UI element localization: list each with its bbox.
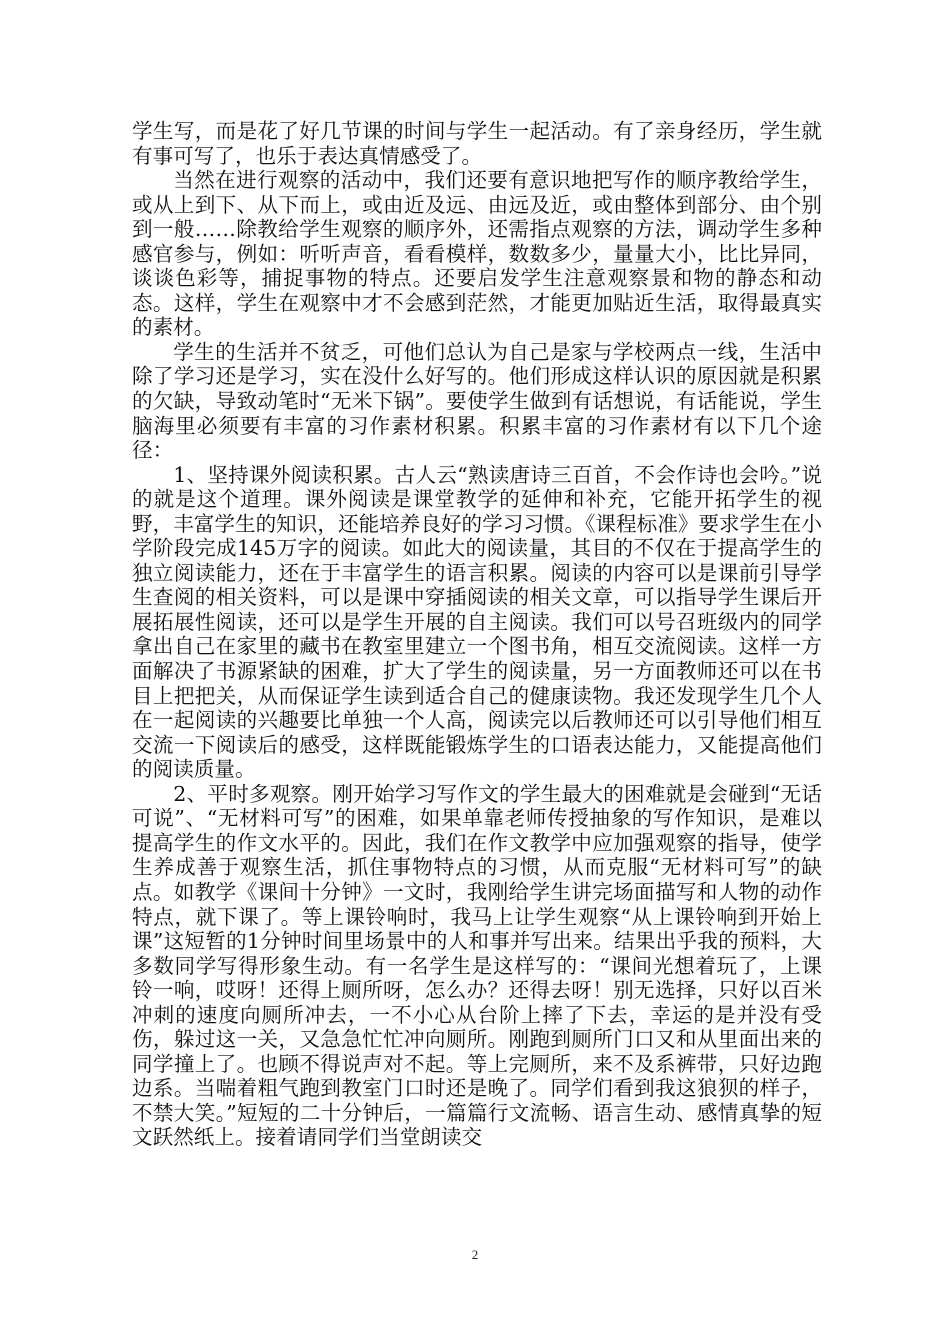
paragraph-material-accumulation: 学生的生活并不贫乏，可他们总认为自己是家与学校两点一线，生活中除了学习还是学习，实在没什么好写的。他们形成这样认识的原因就是积累的欠缺，导致动笔时“无米下锅”。要使学生做到有话想说，有话能说，学生脑海里必须要有丰富的习作素材积累。积累丰富的习作素材有以下几个途径： bbox=[132, 339, 822, 463]
paragraph-observation-order: 当然在进行观察的活动中，我们还要有意识地把写作的顺序教给学生，或从上到下、从下而上，或由近及远、由远及近，或由整体到部分、由个别到一般……除教给学生观察的顺序外，还需指点观察的方法，调动学生多种感官参与，例如：听听声音，看看模样，数数多少，量量大小，比比异同，谈谈色彩等，捕捉事物的特点。还要启发学生注意观察景和物的静态和动态。这样，学生在观察中才不会感到茫然，才能更加贴近生活，取得最真实的素材。 bbox=[132, 168, 822, 340]
paragraph-extracurricular-reading: 1、坚持课外阅读积累。古人云“熟读唐诗三百首，不会作诗也会吟。”说的就是这个道理。课外阅读是课堂教学的延伸和补充，它能开拓学生的视野，丰富学生的知识，还能培养良好的学习习惯。《课程标准》要求学生在小学阶段完成145万字的阅读。如此大的阅读量，其目的不仅在于提高学生的独立阅读能力，还在于丰富学生的语言积累。阅读的内容可以是课前引导学生查阅的相关资料，可以是课中穿插阅读的相关文章，可以指导学生课后开展拓展性阅读，还可以是学生开展的自主阅读。我们可以号召班级内的同学拿出自己在家里的藏书在教室里建立一个图书角，相互交流阅读。这样一方面解决了书源紧缺的困难，扩大了学生的阅读量，另一方面教师还可以在书目上把把关，从而保证学生读到适合自己的健康读物。我还发现学生几个人在一起阅读的兴趣要比单独一个人高，阅读完以后教师还可以引导他们相互交流一下阅读后的感受，这样既能锻炼学生的口语表达能力，又能提高他们的阅读质量。 bbox=[132, 462, 822, 782]
page-number: 2 bbox=[471, 1247, 479, 1262]
paragraph-daily-observation: 2、平时多观察。刚开始学习写作文的学生最大的困难就是会碰到“无话可说”、“无材料可写”的困难，如果单靠老师传授抽象的写作知识，是难以提高学生的作文水平的。因此，我们在作文教学中应加强观察的指导，使学生养成善于观察生活，抓住事物特点的习惯，从而克服“无材料可写”的缺点。如教学《课间十分钟》一文时，我刚给学生讲完场面描写和人物的动作特点，就下课了。等上课铃响时，我马上让学生观察“从上课铃响到开始上课”这短暂的1分钟时间里场景中的人和事并写出来。结果出乎我的预料，大多数同学写得形象生动。有一名学生是这样写的：“课间光想着玩了，上课铃一响，哎呀！还得上厕所呀，怎么办？还得去呀！别无选择，只好以百米冲刺的速度向厕所冲去，一不小心从台阶上摔了下去，幸运的是并没有受伤，躲过这一关，又急急忙忙冲向厕所。刚跑到厕所门口又和从里面出来的同学撞上了。也顾不得说声对不起。等上完厕所，来不及系裤带，只好边跑边系。当喘着粗气跑到教室门口时还是晚了。同学们看到我这狼狈的样子，不禁大笑。”短短的二十分钟后，一篇篇行文流畅、语言生动、感情真挚的短文跃然纸上。接着请同学们当堂朗读交 bbox=[132, 781, 822, 1150]
paragraph-continuation: 学生写，而是花了好几节课的时间与学生一起活动。有了亲身经历，学生就有事可写了，也乐于表达真情感受了。 bbox=[132, 119, 822, 168]
body-text bbox=[132, 119, 822, 1150]
